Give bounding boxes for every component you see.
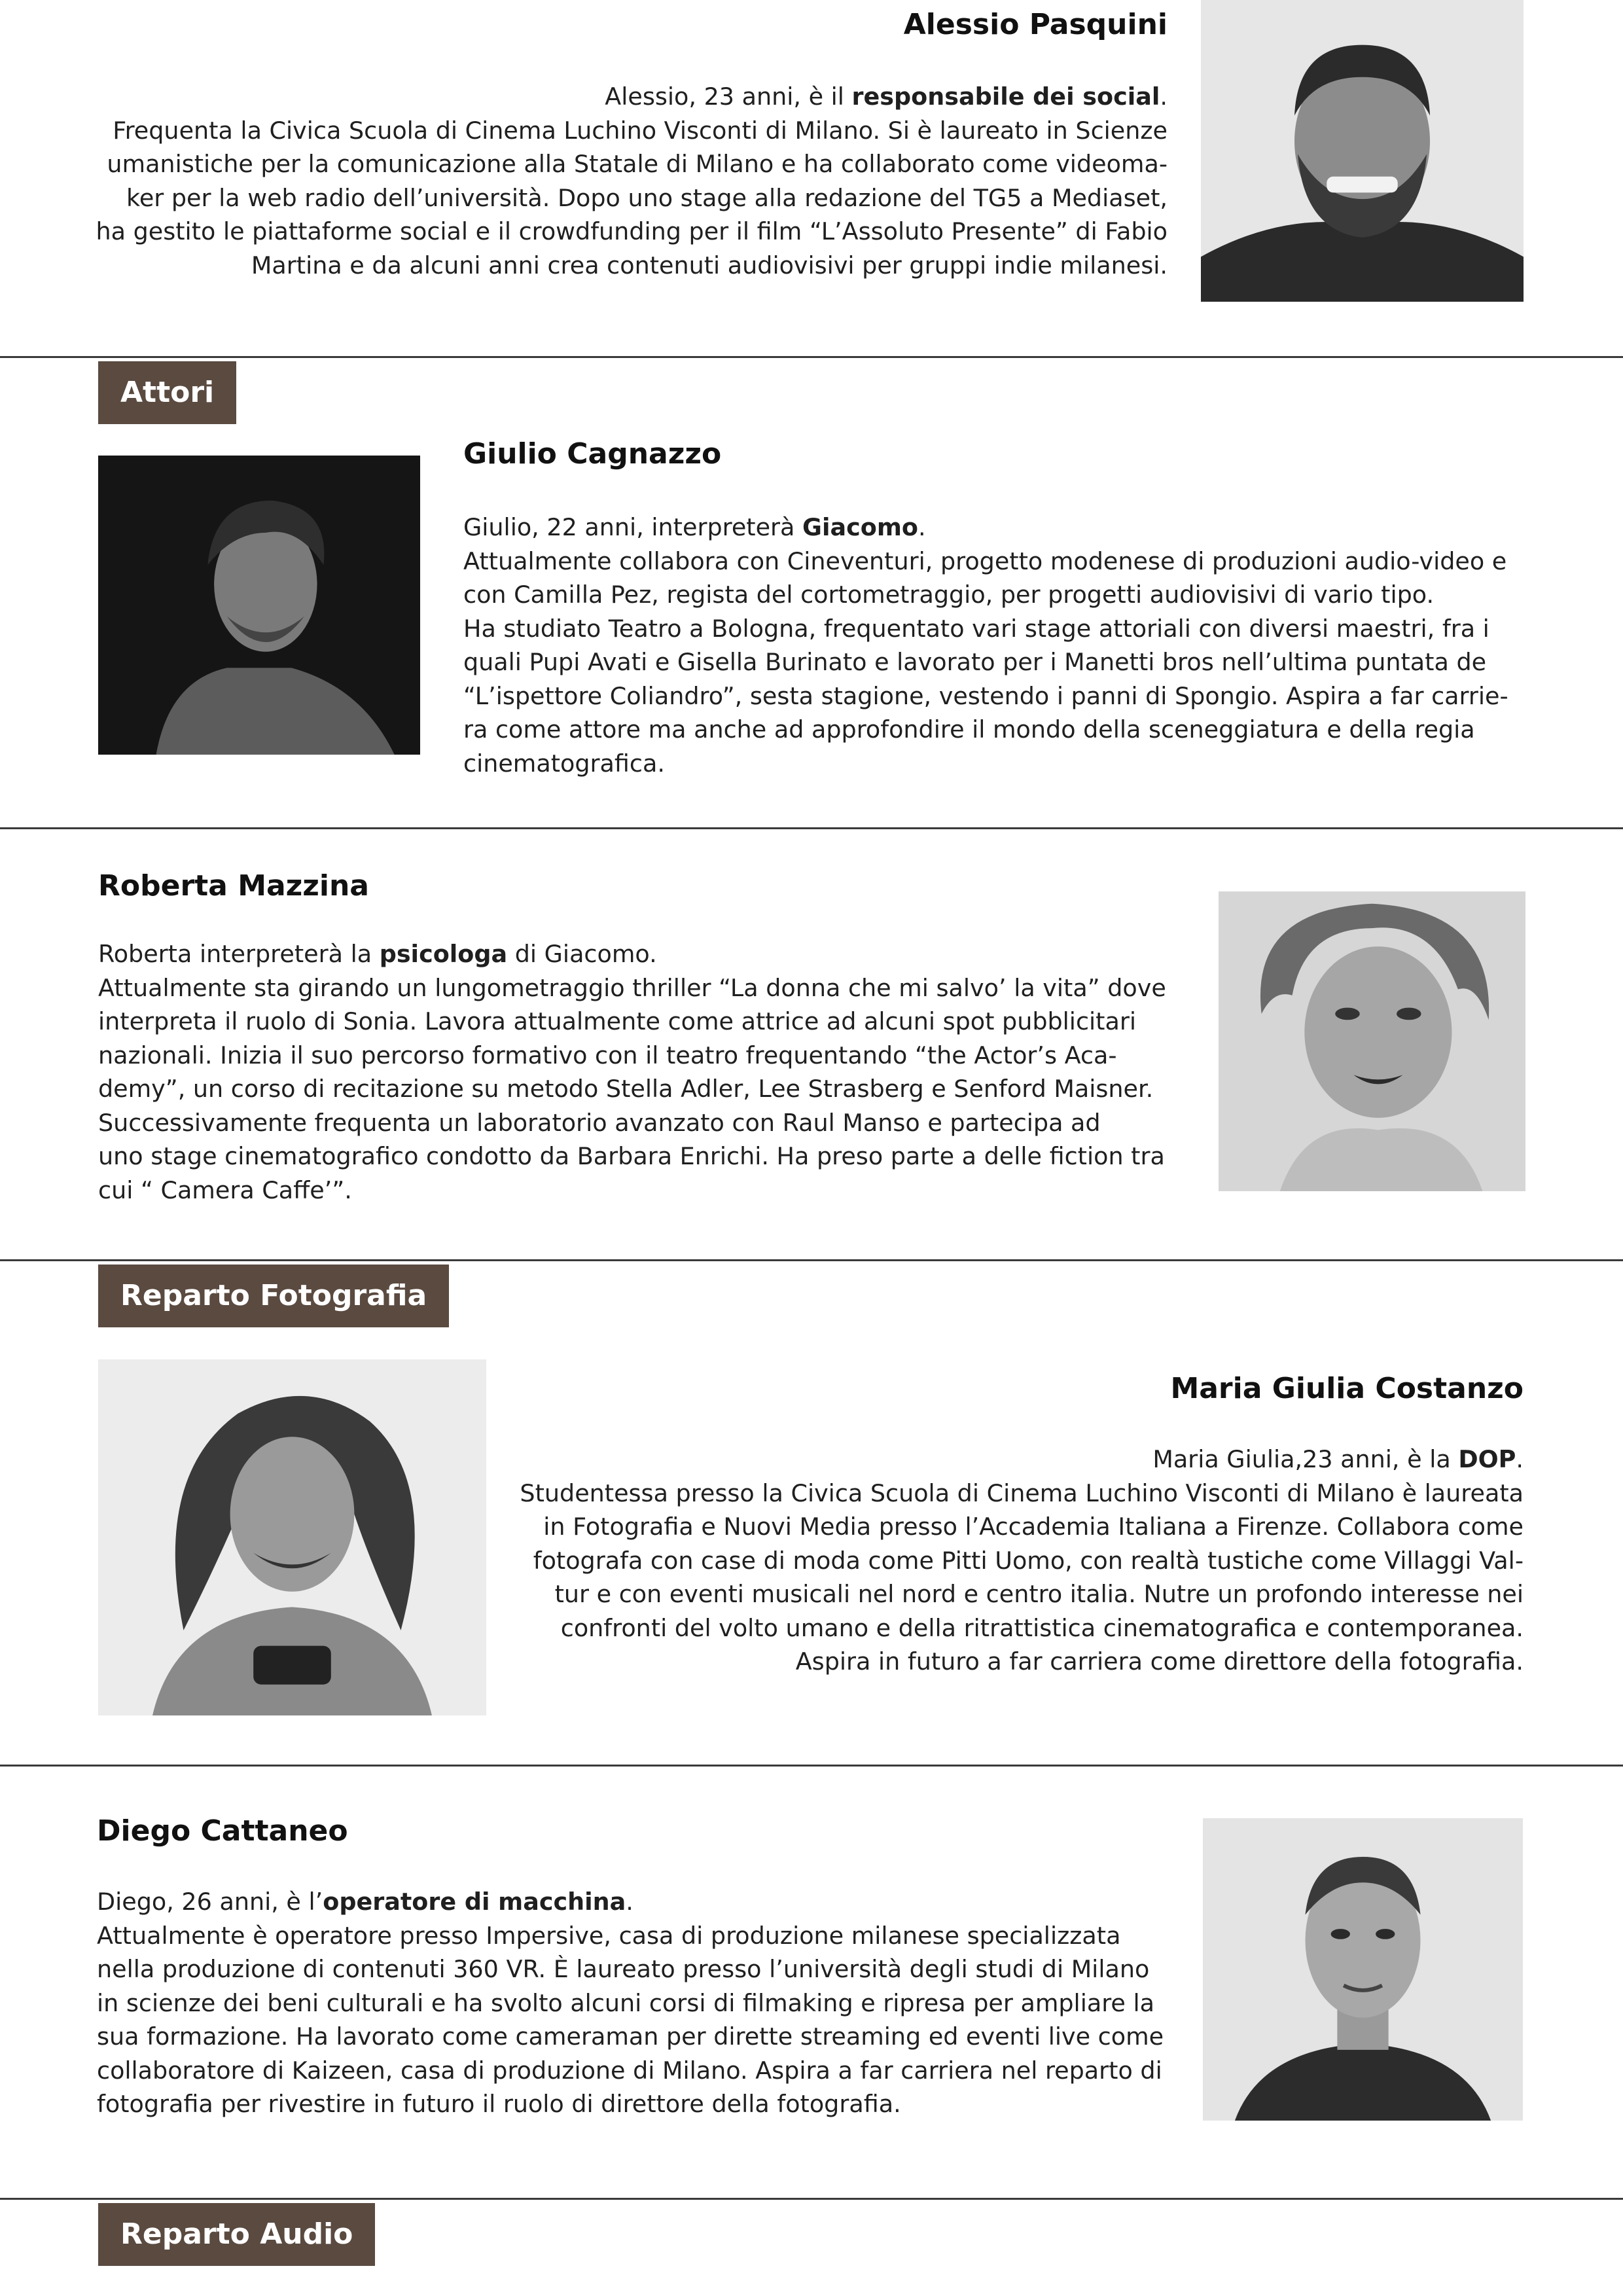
bio-line: nella produzione di contenuti 360 VR. È laureato presso l’università degli studi di Milano <box>97 1955 1150 1983</box>
bio-intro: Diego, 26 anni, è l’operatore di macchina. <box>97 1888 633 1916</box>
photo-alessio <box>1201 0 1524 302</box>
bio-intro: Roberta interpreterà la psicologa di Giacomo. <box>98 940 657 968</box>
bio-line: umanistiche per la comunicazione alla Statale di Milano e ha collaborato come videoma- <box>107 150 1168 178</box>
bio-line: Aspira in futuro a far carriera come direttore della fotografia. <box>795 1647 1524 1676</box>
person-name-diego: Diego Cattaneo <box>97 1814 348 1848</box>
bio-line: Martina e da alcuni anni crea contenuti audiovisivi per gruppi indie milanesi. <box>251 251 1168 279</box>
bio-giulio <box>463 511 1576 780</box>
photo-diego <box>1203 1818 1523 2121</box>
bio-line: Attualmente è operatore presso Impersive, casa di produzione milanese specializzata <box>97 1921 1121 1950</box>
bio-line: Studentessa presso la Civica Scuola di Cinema Luchino Visconti di Milano è laureata <box>520 1479 1524 1507</box>
bio-roberta <box>98 937 1211 1207</box>
divider <box>0 2198 1623 2200</box>
bio-line: demy”, un corso di recitazione su metodo Stella Adler, Lee Strasberg e Senford Maisner. <box>98 1075 1154 1103</box>
bio-intro: Alessio, 23 anni, è il responsabile dei social. <box>605 82 1168 111</box>
bio-line: Attualmente collabora con Cineventuri, progetto modenese di produzioni audio-video e <box>463 547 1507 575</box>
divider <box>0 356 1623 358</box>
bio-line: tur e con eventi musicali nel nord e centro italia. Nutre un profondo interesse nei <box>554 1580 1524 1608</box>
bio-line: quali Pupi Avati e Gisella Burinato e lavorato per i Manetti bros nell’ultima puntata de <box>463 648 1487 676</box>
person-name-maria: Maria Giulia Costanzo <box>1170 1372 1524 1405</box>
bio-line: ra come attore ma anche ad approfondire il mondo della sceneggiatura e della regia <box>463 715 1475 744</box>
bio-line: confronti del volto umano e della ritrattistica cinematografica e contemporanea. <box>560 1613 1524 1642</box>
divider <box>0 1259 1623 1261</box>
bio-line: sua formazione. Ha lavorato come cameraman per dirette streaming ed eventi live come <box>97 2022 1164 2051</box>
person-name-giulio: Giulio Cagnazzo <box>463 437 722 471</box>
bio-line: ker per la web radio dell’università. Dopo uno stage alla redazione del TG5 a Mediaset, <box>126 183 1168 212</box>
photo-maria <box>98 1359 486 1715</box>
bio-line: fotografia per rivestire in futuro il ruolo di direttore della fotografia. <box>97 2090 901 2118</box>
bio-intro: Maria Giulia,23 anni, è la DOP. <box>1152 1445 1524 1473</box>
bio-line: interpreta il ruolo di Sonia. Lavora attualmente come attrice ad alcuni spot pubblicitari <box>98 1007 1136 1035</box>
person-name-alessio: Alessio Pasquini <box>903 8 1168 41</box>
bio-line: fotografa con case di moda come Pitti Uomo, con realtà tustiche come Villaggi Val- <box>533 1546 1524 1575</box>
bio-line: uno stage cinematografico condotto da Barbara Enrichi. Ha preso parte a delle fiction tra <box>98 1142 1165 1170</box>
bio-line: Ha studiato Teatro a Bologna, frequentato vari stage attoriali con diversi maestri, fra i <box>463 614 1489 643</box>
bio-line: ha gestito le piattaforme social e il crowdfunding per il film “L’Assoluto Presente” di Fabio <box>96 217 1168 245</box>
bio-intro: Giulio, 22 anni, interpreterà Giacomo. <box>463 513 926 541</box>
bio-line: Successivamente frequenta un laboratorio avanzato con Raul Manso e partecipa ad <box>98 1108 1101 1137</box>
bio-line: Frequenta la Civica Scuola di Cinema Luchino Visconti di Milano. Si è laureato in Scienze <box>113 116 1168 145</box>
bio-line: “L’ispettore Coliandro”, sesta stagione, vestendo i panni di Spongio. Aspira a far carrie- <box>463 681 1508 710</box>
bio-line: Attualmente sta girando un lungometraggio thriller “La donna che mi salvo’ la vita” dove <box>98 973 1166 1002</box>
bio-line: collaboratore di Kaizeen, casa di produzione di Milano. Aspira a far carriera nel reparto di <box>97 2056 1162 2085</box>
bio-line: con Camilla Pez, regista del cortometraggio, per progetti audiovisivi di vario tipo. <box>463 581 1435 609</box>
bio-line: in Fotografia e Nuovi Media presso l’Accademia Italiana a Firenze. Collabora come <box>543 1513 1524 1541</box>
bio-line: cui “ Camera Caffe’”. <box>98 1175 352 1204</box>
photo-giulio <box>98 456 420 755</box>
bio-maria <box>476 1443 1524 1679</box>
person-name-roberta: Roberta Mazzina <box>98 869 369 903</box>
bio-line: cinematografica. <box>463 749 665 778</box>
section-tag-fotografia: Reparto Fotografia <box>98 1265 449 1327</box>
bio-diego <box>97 1885 1209 2121</box>
bio-line: in scienze dei beni culturali e ha svolto alcuni corsi di filmaking e ripresa per ampliare la <box>97 1988 1154 2017</box>
divider <box>0 827 1623 829</box>
divider <box>0 1765 1623 1767</box>
section-tag-attori: Attori <box>98 361 236 424</box>
section-tag-audio: Reparto Audio <box>98 2203 375 2266</box>
bio-alessio <box>55 80 1168 282</box>
bio-line: nazionali. Inizia il suo percorso formativo con il teatro frequentando “the Actor’s Aca- <box>98 1041 1117 1069</box>
photo-roberta <box>1219 891 1525 1191</box>
